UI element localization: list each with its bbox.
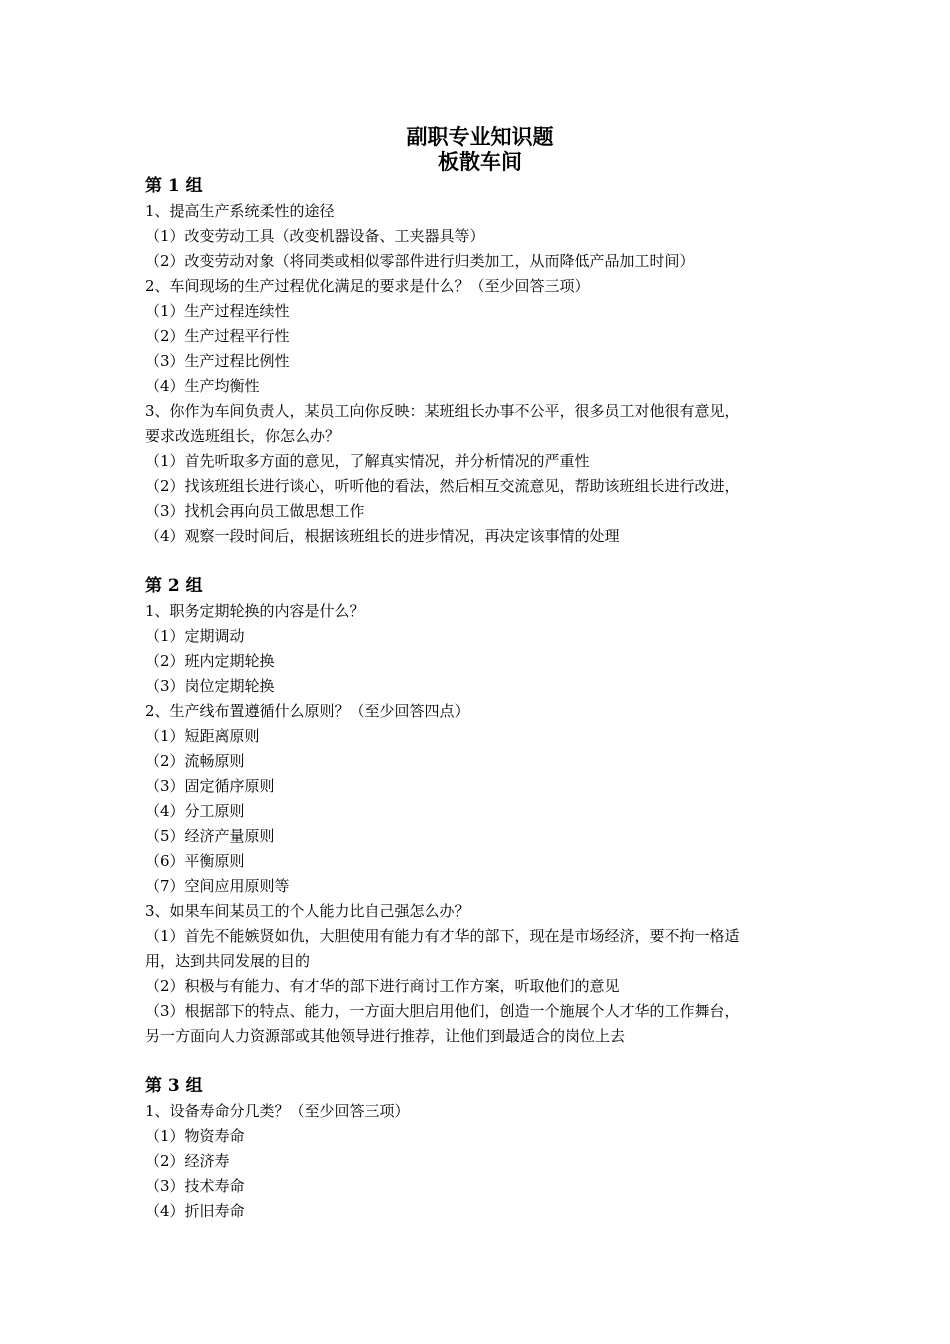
answer-line: （3）技术寿命: [145, 1177, 245, 1195]
answer-line: （3）根据部下的特点、能力，一方面大胆启用他们，创造一个施展个人才华的工作舞台，: [145, 1002, 740, 1020]
group-title: 第 3 组: [145, 1076, 203, 1096]
group-2: [145, 574, 815, 1049]
answer-line: （6）平衡原则: [145, 852, 245, 870]
answer-line: （2）班内定期轮换: [145, 652, 275, 670]
answer-line: （2）改变劳动对象（将同类或相似零部件进行归类加工，从而降低产品加工时间）: [145, 252, 695, 270]
document-page: [145, 124, 815, 1224]
answer-line: （1）定期调动: [145, 627, 245, 645]
answer-line: 另一方面向人力资源部或其他领导进行推荐，让他们到最适合的岗位上去: [145, 1027, 626, 1045]
question-line: 要求改选班组长，你怎么办？: [145, 427, 341, 445]
question-line: 3、你作为车间负责人，某员工向你反映：某班组长办事不公平，很多员工对他很有意见，: [145, 402, 740, 420]
answer-line: （3）固定循序原则: [145, 777, 275, 795]
question-line: 1、职务定期轮换的内容是什么？: [145, 602, 365, 620]
document-subtitle: 板散车间: [438, 149, 522, 174]
answer-line: （4）观察一段时间后，根据该班组长的进步情况，再决定该事情的处理: [145, 527, 620, 545]
question-line: 3、如果车间某员工的个人能力比自己强怎么办？: [145, 902, 470, 920]
answer-line: （4）折旧寿命: [145, 1202, 245, 1220]
section-spacer: [145, 549, 815, 574]
answer-line: 用，达到共同发展的目的: [145, 952, 311, 970]
question-line: 2、生产线布置遵循什么原则？（至少回答四点）: [145, 702, 470, 720]
section-spacer: [145, 1049, 815, 1074]
question-line: 1、提高生产系统柔性的途径: [145, 202, 335, 220]
answer-line: （5）经济产量原则: [145, 827, 275, 845]
group-title: 第 1 组: [145, 176, 203, 196]
answer-line: （1）生产过程连续性: [145, 302, 290, 320]
group-1: [145, 174, 815, 549]
answer-line: （1）短距离原则: [145, 727, 260, 745]
answer-line: （3）找机会再向员工做思想工作: [145, 502, 365, 520]
answer-line: （7）空间应用原则等: [145, 877, 290, 895]
question-line: 2、车间现场的生产过程优化满足的要求是什么？（至少回答三项）: [145, 277, 590, 295]
answer-line: （1）物资寿命: [145, 1127, 245, 1145]
group-title: 第 2 组: [145, 576, 203, 596]
document-title: 副职专业知识题: [406, 124, 554, 149]
answer-line: （4）分工原则: [145, 802, 245, 820]
answer-line: （3）岗位定期轮换: [145, 677, 275, 695]
answer-line: （2）流畅原则: [145, 752, 245, 770]
answer-line: （1）首先听取多方面的意见，了解真实情况，并分析情况的严重性: [145, 452, 590, 470]
answer-line: （2）积极与有能力、有才华的部下进行商讨工作方案，听取他们的意见: [145, 977, 620, 995]
answer-line: （1）首先不能嫉贤如仇，大胆使用有能力有才华的部下，现在是市场经济，要不拘一格适: [145, 927, 740, 945]
group-3: [145, 1074, 815, 1224]
answer-line: （2）找该班组长进行谈心，听听他的看法，然后相互交流意见，帮助该班组长进行改进，: [145, 477, 740, 495]
answer-line: （1）改变劳动工具（改变机器设备、工夹器具等）: [145, 227, 485, 245]
answer-line: （2）经济寿: [145, 1152, 230, 1170]
question-line: 1、设备寿命分几类？（至少回答三项）: [145, 1102, 410, 1120]
answer-line: （4）生产均衡性: [145, 377, 260, 395]
answer-line: （2）生产过程平行性: [145, 327, 290, 345]
answer-line: （3）生产过程比例性: [145, 352, 290, 370]
